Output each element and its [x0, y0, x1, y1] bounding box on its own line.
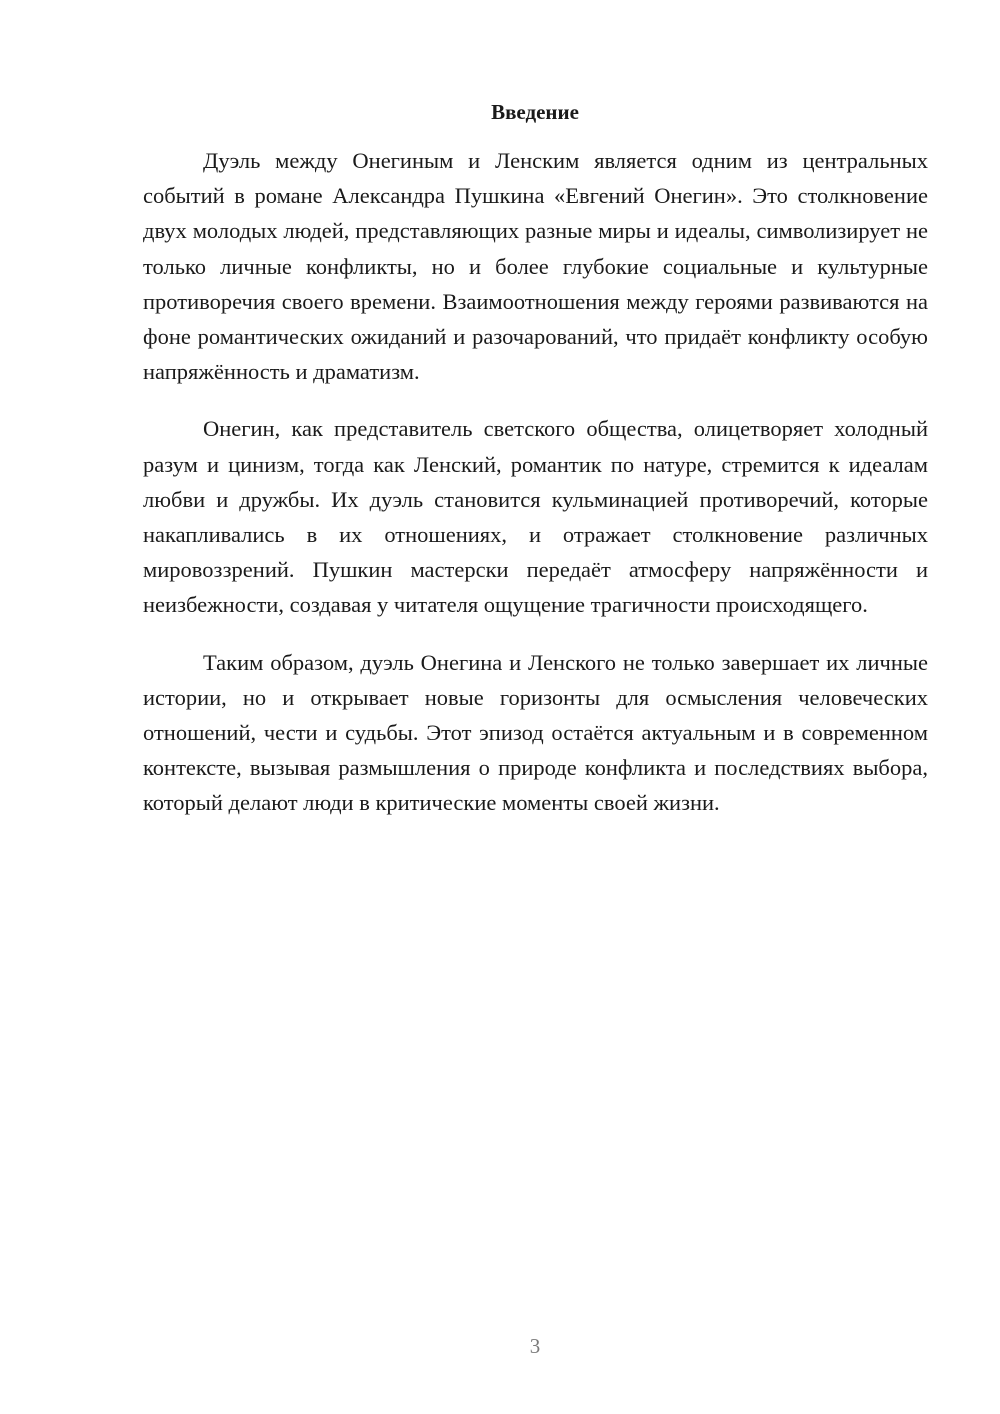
page-title: Введение	[491, 100, 579, 124]
paragraph-3: Таким образом, дуэль Онегина и Ленского не только завершает их личные истории, но и открывает новые горизонты для осмысления человеческих отношений, чести и судьбы. Этот эпизод остаётся актуальным и в современном контексте, вызывая размышления о природе конфликта и последствиях выбора, который делают люди в критические моменты своей жизни.	[143, 649, 928, 816]
page-number: 3	[529, 1334, 541, 1358]
paragraph-1: Дуэль между Онегиным и Ленским является одним из центральных событий в романе Александра Пушкина «Евгений Онегин». Это столкновение двух молодых людей, представляющих разные миры и идеалы, символизирует не только личные конфликты, но и более глубокие социальные и культурные противоречия своего времени. Взаимоотношения между героями развиваются на фоне романтических ожиданий и разочарований, что придаёт конфликту особую напряжённость и драматизм.	[143, 148, 928, 385]
paragraph-2: Онегин, как представитель светского общества, олицетворяет холодный разум и цинизм, тогда как Ленский, романтик по натуре, стремится к идеалам любви и дружбы. Их дуэль становится кульминацией противоречий, которые накапливались в их отношениях, и отражает столкновение различных мировоззрений. Пушкин мастерски передаёт атмосферу напряжённости и неизбежности, создавая у читателя ощущение трагичности происходящего.	[143, 416, 928, 618]
document-body	[143, 143, 928, 843]
